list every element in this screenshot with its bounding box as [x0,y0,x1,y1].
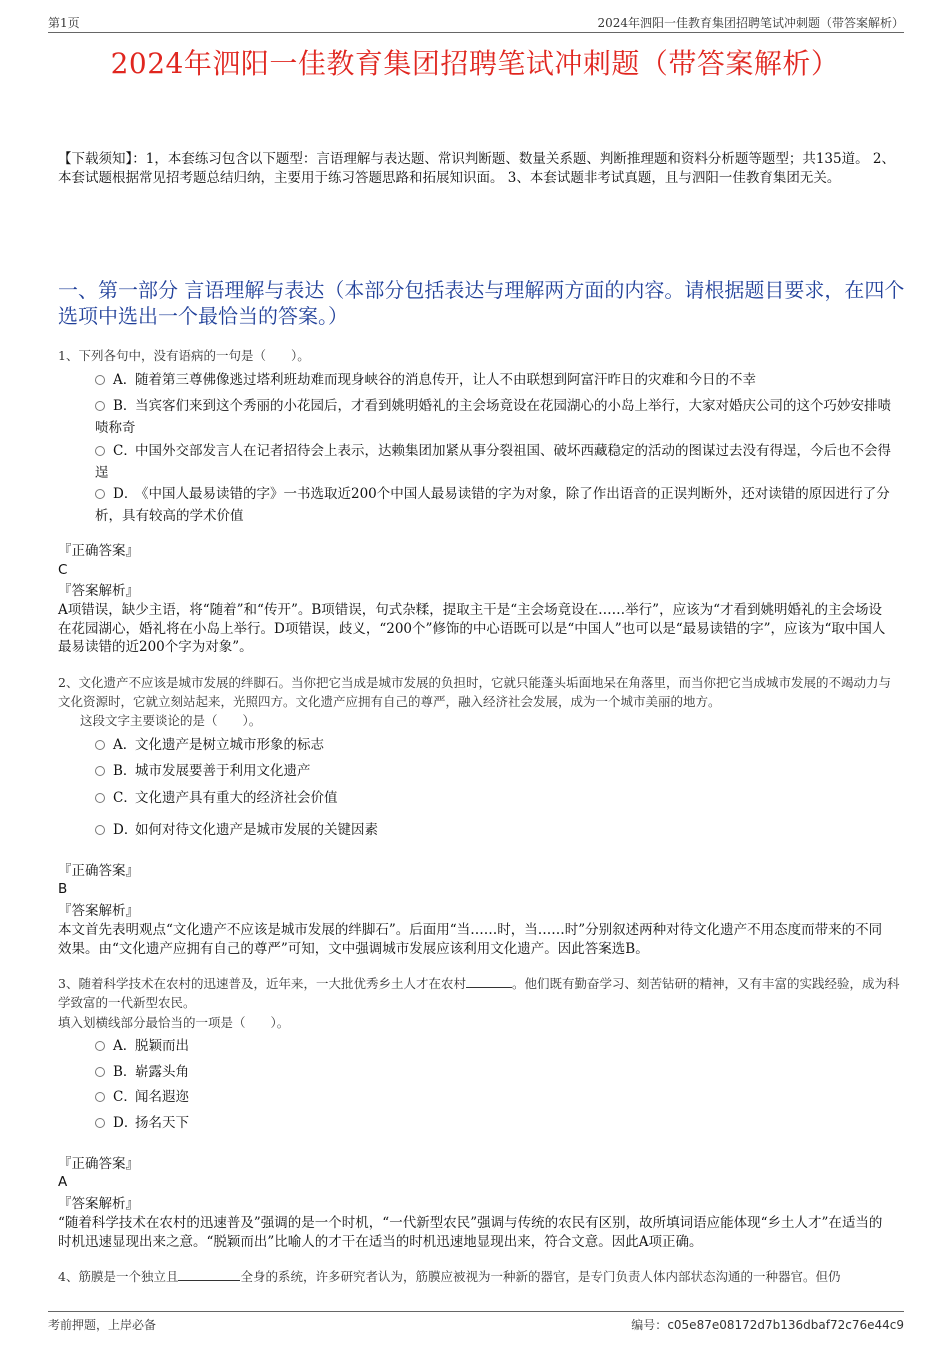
question-3-sub: 填入划横线部分最恰当的一项是（ ）。 [58,1015,290,1030]
radio-icon[interactable] [95,1067,105,1077]
radio-icon[interactable] [95,1041,105,1051]
question-4-stem: 4、筋膜是一个独立且 全身的系统，许多研究者认为，筋膜应被视为一种新的器官，是专门负责人体内部状态沟通的一种器官。但仍 [58,1269,841,1284]
question-2-analysis: 本文首先表明观点“文化遗产不应该是城市发展的绊脚石”。后面用“当……时，当……时”分别叙述两种对待文化遗产不用态度而带来的不同效果。由“文化遗产应拥有自己的尊严”可知，文中强调城市发展应该利用文化遗产。因此答案选B。 [58,922,883,957]
header-rule [48,32,904,33]
question-1-analysis: A项错误，缺少主语，将“随着”和“传开”。B项错误，句式杂糅，提取主干是“主会场竟设在……举行”，应该为“才看到姚明婚礼的主会场设在花园湖心，婚礼将在小岛上举行。D项错误，歧义，“200个”修饰的中心语既可以是“中国人”也可以是“最易读错的字”，应该为“取中国人最易读错的近200个字为对象”。 [58,602,886,655]
question-1-stem: 1、下列各句中，没有语病的一句是（ ）。 [58,348,310,363]
radio-icon[interactable] [95,446,105,456]
question-3-stem: 3、随着科学技术在农村的迅速普及，近年来，一大批优秀乡土人才在农村 。他们既有勤奋学习、刻苦钻研的精神，又有丰富的实践经验，成为科学致富的一代新型农民。 [58,976,900,1010]
document-code: 编号：c05e87e08172d7b136dbaf72c76e44c9 [631,1318,904,1332]
answer-label: 『正确答案』 [58,1156,139,1172]
question-1-option-d[interactable]: D．《中国人最易读错的字》一书选取近200个中国人最易读错的字为对象，除了作出语音的正误判断外，还对读错的原因进行了分析，具有较高的学术价值 [95,486,890,524]
question-1-option-b[interactable]: B．当宾客们来到这个秀丽的小花园后，才看到姚明婚礼的主会场竟设在花园湖心的小岛上举行，大家对婚庆公司的这个巧妙安排啧啧称奇 [95,398,891,436]
question-3-analysis: “随着科学技术在农村的迅速普及”强调的是一个时机，“一代新型农民”强调与传统的农民有区别，故所填词语应能体现“乡土人才”在适当的时机迅速显现出来之意。“脱颖而出”比喻人的才干在适当的时机迅速地显现出来，符合文意。因此A项正确。 [58,1215,883,1250]
radio-icon[interactable] [95,740,105,750]
question-2-option-b[interactable]: B．城市发展要善于利用文化遗产 [95,760,895,782]
answer-label: 『正确答案』 [58,863,139,879]
radio-icon[interactable] [95,766,105,776]
question-1-option-c[interactable]: C．中国外交部发言人在记者招待会上表示，达赖集团加紧从事分裂祖国、破坏西藏稳定的活动的图谋过去没有得逞，今后也不会得逞 [95,443,891,481]
question-2-option-d[interactable]: D．如何对待文化遗产是城市发展的关键因素 [95,819,895,841]
footer-rule [48,1311,904,1312]
question-1-option-a[interactable]: A．随着第三尊佛像逃过塔利班劫难而现身峡谷的消息传开，让人不由联想到阿富汗昨日的灾难和今日的不幸 [95,369,895,391]
question-2-option-c[interactable]: C．文化遗产具有重大的经济社会价值 [95,787,895,809]
question-2-sub: 这段文字主要谈论的是（ ）。 [80,713,262,728]
section-heading: 一、第一部分 言语理解与表达（本部分包括表达与理解两方面的内容。请根据题目要求，在四个选项中选出一个最恰当的答案。） [58,278,905,328]
question-3-option-b[interactable]: B．崭露头角 [95,1061,895,1083]
radio-icon[interactable] [95,401,105,411]
radio-icon[interactable] [95,793,105,803]
question-2-answer: B [58,881,68,897]
radio-icon[interactable] [95,375,105,385]
fill-blank [178,1280,240,1281]
question-2-option-a[interactable]: A．文化遗产是树立城市形象的标志 [95,734,895,756]
page-number: 第1页 [48,16,80,30]
radio-icon[interactable] [95,489,105,499]
question-3-option-c[interactable]: C．闻名遐迩 [95,1086,895,1108]
question-1-answer: C [58,562,68,578]
header-doc-title: 2024年泗阳一佳教育集团招聘笔试冲刺题（带答案解析） [597,16,904,30]
radio-icon[interactable] [95,1092,105,1102]
analysis-label: 『答案解析』 [58,1196,139,1212]
answer-label: 『正确答案』 [58,543,139,559]
footer-slogan: 考前押题，上岸必备 [48,1318,157,1332]
download-notice: 【下载须知】：1，本套练习包含以下题型：言语理解与表达题、常识判断题、数量关系题、判断推理题和资料分析题等题型；共135道。 2、本套试题根据常见招考题总结归纳，主要用于练习答题思路和拓展知识面。 3、本套试题非考试真题，且与泗阳一佳教育集团无关。 [58,151,895,186]
fill-blank [466,987,512,988]
question-2-stem: 2、文化遗产不应该是城市发展的绊脚石。当你把它当成是城市发展的负担时，它就只能蓬头垢面地呆在角落里，而当你把它当成城市发展的不竭动力与文化资源时，它就立刻站起来，光照四方。文化遗产应拥有自己的尊严，融入经济社会发展，成为一个城市美丽的地方。 [58,675,891,709]
radio-icon[interactable] [95,1118,105,1128]
page-title: 2024年泗阳一佳教育集团招聘笔试冲刺题（带答案解析） [110,47,840,80]
radio-icon[interactable] [95,825,105,835]
question-3-option-a[interactable]: A．脱颖而出 [95,1035,895,1057]
question-3-answer: A [58,1174,68,1190]
analysis-label: 『答案解析』 [58,903,139,919]
analysis-label: 『答案解析』 [58,583,139,599]
question-3-option-d[interactable]: D．扬名天下 [95,1112,895,1134]
